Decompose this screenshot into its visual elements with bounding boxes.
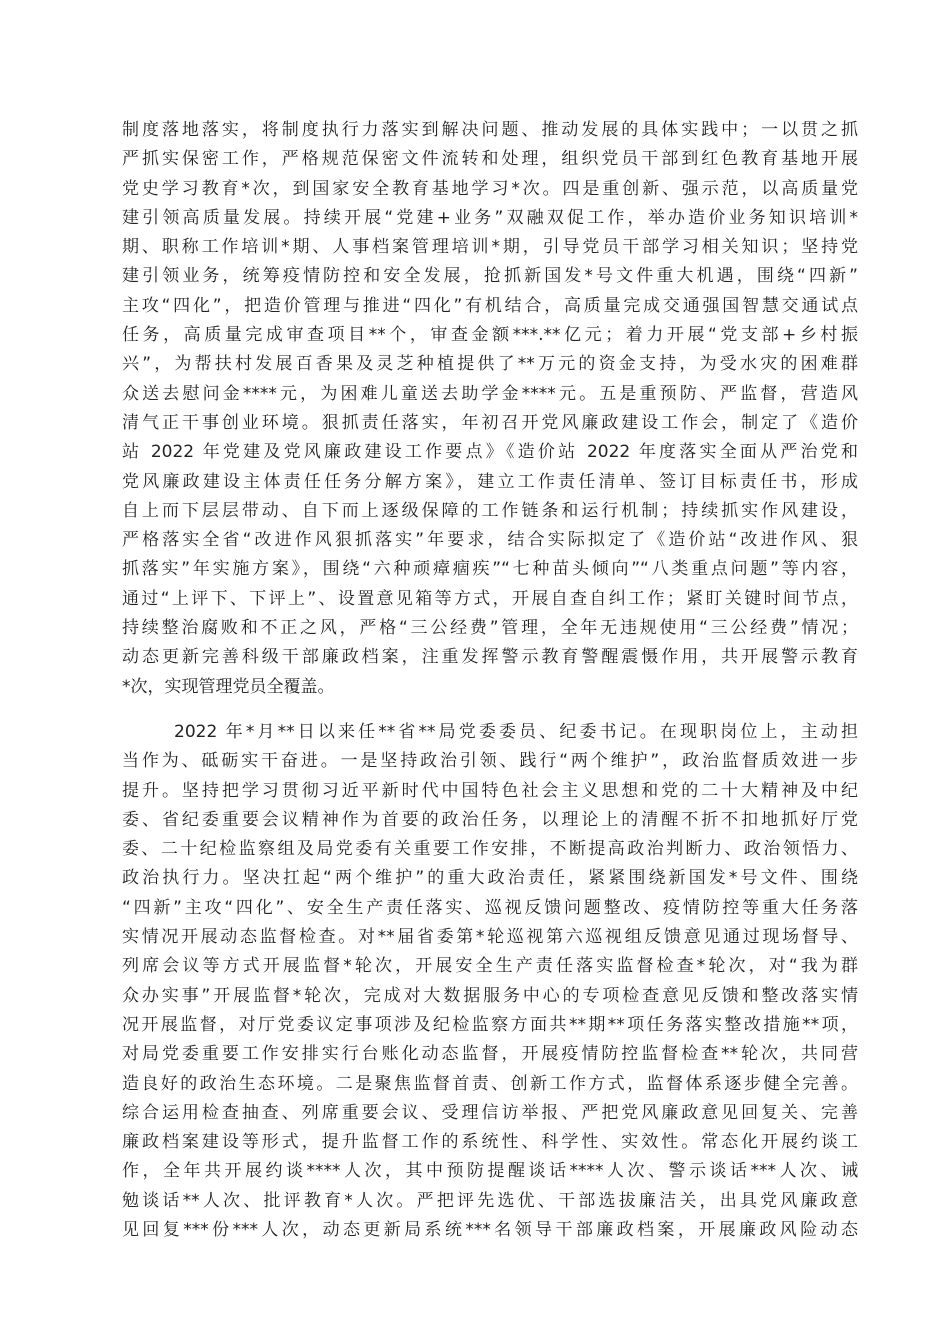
document-page	[122, 116, 858, 1245]
text-line: 对局党委重要工作安排实行台账化动态监督，开展疫情防控监督检查**轮次，共同营	[122, 1044, 858, 1065]
text-line: 严格落实全省“改进作风狠抓落实”年要求，结合实际拟定了《造价站“改进作风、狠	[122, 530, 858, 551]
text-line: 况开展监督，对厅党委议定事项涉及纪检监察方面共**期**项任务落实整改措施**项，	[122, 1014, 858, 1035]
text-line: 制度落地落实，将制度执行力落实到解决问题、推动发展的具体实践中；一以贯之抓	[122, 120, 858, 140]
text-line: 综合运用检查抽查、列席重要会议、受理信访举报、严把党风廉政意见回复关、完善	[122, 1102, 858, 1123]
text-line: 委、二十纪检监察组及局党委有关重要工作安排，不断提高政治判断力、政治领悟力、	[122, 839, 858, 860]
text-line: 站 2022 年党建及党风廉政建设工作要点》《造价站 2022 年度落实全面从严治党和	[122, 442, 858, 463]
text-line: 自上而下层层带动、自下而上逐级保障的工作链条和运行机制；持续抓实作风建设，	[122, 500, 858, 521]
text-line: 廉政档案建设等形式，提升监督工作的系统性、科学性、实效性。常态化开展约谈工	[122, 1132, 858, 1153]
text-line: 建引领高质量发展。持续开展“党建+业务”双融双促工作，举办造价业务知识培训*	[122, 207, 858, 228]
text-line: 委、省纪委重要会议精神作为首要的政治任务，以理论上的清醒不折不扣地抓好厅党	[122, 809, 858, 830]
text-line: 持续整治腐败和不正之风，严格“三公经费”管理，全年无违规使用“三公经费”情况；	[122, 618, 858, 639]
text-line: 勉谈话**人次、批评教育*人次。严把评先选优、干部选拔廉洁关，出具党风廉政意	[122, 1190, 858, 1211]
text-line: 党风廉政建设主体责任任务分解方案》，建立工作责任清单、签订目标责任书，形成	[122, 471, 858, 492]
text-line: 当作为、砥砺实干奋进。一是坚持政治引领、践行“两个维护”，政治监督质效进一步	[122, 751, 858, 772]
text-line: 众送去慰问金****元，为困难儿童送去助学金****元。五是重预防、严监督，营造风	[122, 383, 858, 404]
text-line: 期、职称工作培训*期、人事档案管理培训*期，引导党员干部学习相关知识；坚持党	[122, 237, 858, 258]
text-line: 严抓实保密工作，严格规范保密文件流转和处理，组织党员干部到红色教育基地开展	[122, 149, 858, 170]
text-line: 通过“上评下、下评上”、设置意见箱等方式，开展自查自纠工作；紧盯关键时间节点，	[122, 588, 858, 609]
text-line: 列席会议等方式开展监督*轮次，开展安全生产责任落实监督检查*轮次，对“我为群	[122, 956, 858, 977]
text-line: 主攻“四化”，把造价管理与推进“四化”有机结合，高质量完成交通强国智慧交通试点	[122, 295, 858, 316]
text-line: 造良好的政治生态环境。二是聚焦监督首责、创新工作方式，监督体系逐步健全完善。	[122, 1073, 858, 1094]
text-line: 众办实事”开展监督*轮次，完成对大数据服务中心的专项检查意见反馈和整改落实情	[122, 985, 858, 1006]
text-line: 清气正干事创业环境。狠抓责任落实，年初召开党风廉政建设工作会，制定了《造价	[122, 412, 858, 433]
text-line: 动态更新完善科级干部廉政档案，注重发挥警示教育警醒震慑作用，共开展警示教育	[122, 647, 858, 668]
paragraph-gap	[122, 702, 858, 718]
text-line: 2022 年*月**日以来任**省**局党委委员、纪委书记。在现职岗位上，主动担	[174, 721, 858, 742]
text-line: 抓落实”年实施方案》，围绕“六种顽瘴痼疾”“七种苗头倾向”“八类重点问题”等内容，	[122, 559, 858, 580]
text-line: 党史学习教育*次，到国家安全教育基地学习*次。四是重创新、强示范，以高质量党	[122, 178, 858, 199]
text-line: “四新”主攻“四化”、安全生产责任落实、巡视反馈问题整改、疫情防控等重大任务落	[122, 897, 858, 918]
paragraph-1	[122, 116, 858, 702]
text-line: 兴”，为帮扶村发展百香果及灵芝种植提供了**万元的资金支持，为受水灾的困难群	[122, 354, 858, 375]
text-line: 实情况开展动态监督检查。对**届省委第*轮巡视第六巡视组反馈意见通过现场督导、	[122, 927, 858, 948]
text-line: 建引领业务，统筹疫情防控和安全发展，抢抓新国发*号文件重大机遇，围绕“四新”	[122, 266, 858, 287]
paragraph-2	[122, 718, 858, 1245]
text-line: 见回复***份***人次，动态更新局系统***名领导干部廉政档案，开展廉政风险动态	[122, 1219, 858, 1240]
text-line: 作，全年共开展约谈****人次，其中预防提醒谈话****人次、警示谈话***人次、诫	[122, 1161, 858, 1182]
text-line: 任务，高质量完成审查项目**个，审查金额***.**亿元；着力开展“党支部+乡村振	[122, 325, 858, 346]
text-line: 提升。坚持把学习贯彻习近平新时代中国特色社会主义思想和党的二十大精神及中纪	[122, 780, 858, 801]
text-line: *次，实现管理党员全覆盖。	[122, 676, 335, 697]
text-line: 政治执行力。坚决扛起“两个维护”的重大政治责任，紧紧围绕新国发*号文件、围绕	[122, 868, 858, 889]
